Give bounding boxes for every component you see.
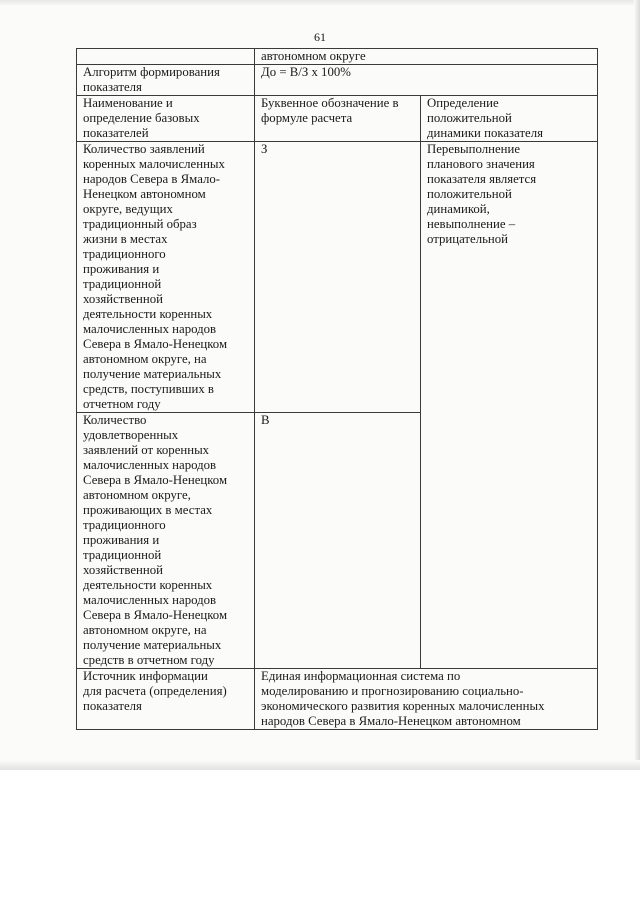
indicator-table (76, 48, 598, 730)
dynamics-text: Перевыполнение планового значения показателя является положительной динамикой, невыполнение – отрицательной (427, 142, 537, 246)
dynamics-cell (421, 142, 598, 669)
continuation-cell (255, 49, 598, 65)
indicator-z-name: Количество заявлений коренных малочисленных народов Севера в Ямало- Ненецком автономном округе, ведущих традиционный образ жизни в местах традиционного проживания и традиционной хозяйственной деятельности коренных малочисленных народов Севера в Ямало-Ненецком автономном округе, на получение материальных средств, поступивших в отчетном году (83, 142, 228, 411)
blank-margin (0, 770, 640, 905)
source-value-cell (255, 669, 598, 730)
indicator-z-name-cell (77, 142, 255, 413)
indicator-v-symbol: В (261, 413, 270, 427)
continuation-text: автономном округе (261, 49, 366, 63)
source-label: Источник информации для расчета (определения) показателя (83, 669, 227, 713)
header-symbol-text: Буквенное обозначение в формуле расчета (261, 96, 399, 125)
page-number: 61 (314, 30, 326, 44)
source-label-cell (77, 669, 255, 730)
table-row-indicator-z (77, 142, 598, 413)
algorithm-label-cell (77, 65, 255, 96)
indicator-v-name-cell (77, 413, 255, 669)
indicator-v-symbol-cell (255, 413, 421, 669)
header-cell-symbol (255, 96, 421, 142)
empty-cell (77, 49, 255, 65)
algorithm-label: Алгоритм формирования показателя (83, 65, 220, 94)
scan-edge-right (634, 0, 640, 770)
header-name-text: Наименование и определение базовых показателей (83, 96, 200, 140)
table-row-source (77, 669, 598, 730)
source-value: Единая информационная система по моделированию и прогнозированию социально- экономического развития коренных малочисленных народов Севера в Ямало-Ненецком автономном (261, 669, 545, 728)
indicator-v-name: Количество удовлетворенных заявлений от коренных малочисленных народов Севера в Ямало-Ненецком автономном округе, проживающих в местах традиционного проживания и традиционной хозяйственной деятельности коренных малочисленных народов Севера в Ямало-Ненецком автономном округе, на получение материальных средств в отчетном году (83, 413, 228, 667)
algorithm-formula-cell (255, 65, 598, 96)
indicator-z-symbol-cell (255, 142, 421, 413)
header-cell-dynamics (421, 96, 598, 142)
scan-edge-bottom (0, 760, 640, 770)
algorithm-formula: До = В/З х 100% (261, 65, 351, 79)
scan-edge-top (0, 0, 640, 6)
table-row-header (77, 96, 598, 142)
table-row-algorithm (77, 65, 598, 96)
table-row-continuation (77, 49, 598, 65)
header-dynamics-text: Определение положительной динамики показателя (427, 96, 543, 140)
indicator-z-symbol: З (261, 142, 268, 156)
header-cell-name (77, 96, 255, 142)
